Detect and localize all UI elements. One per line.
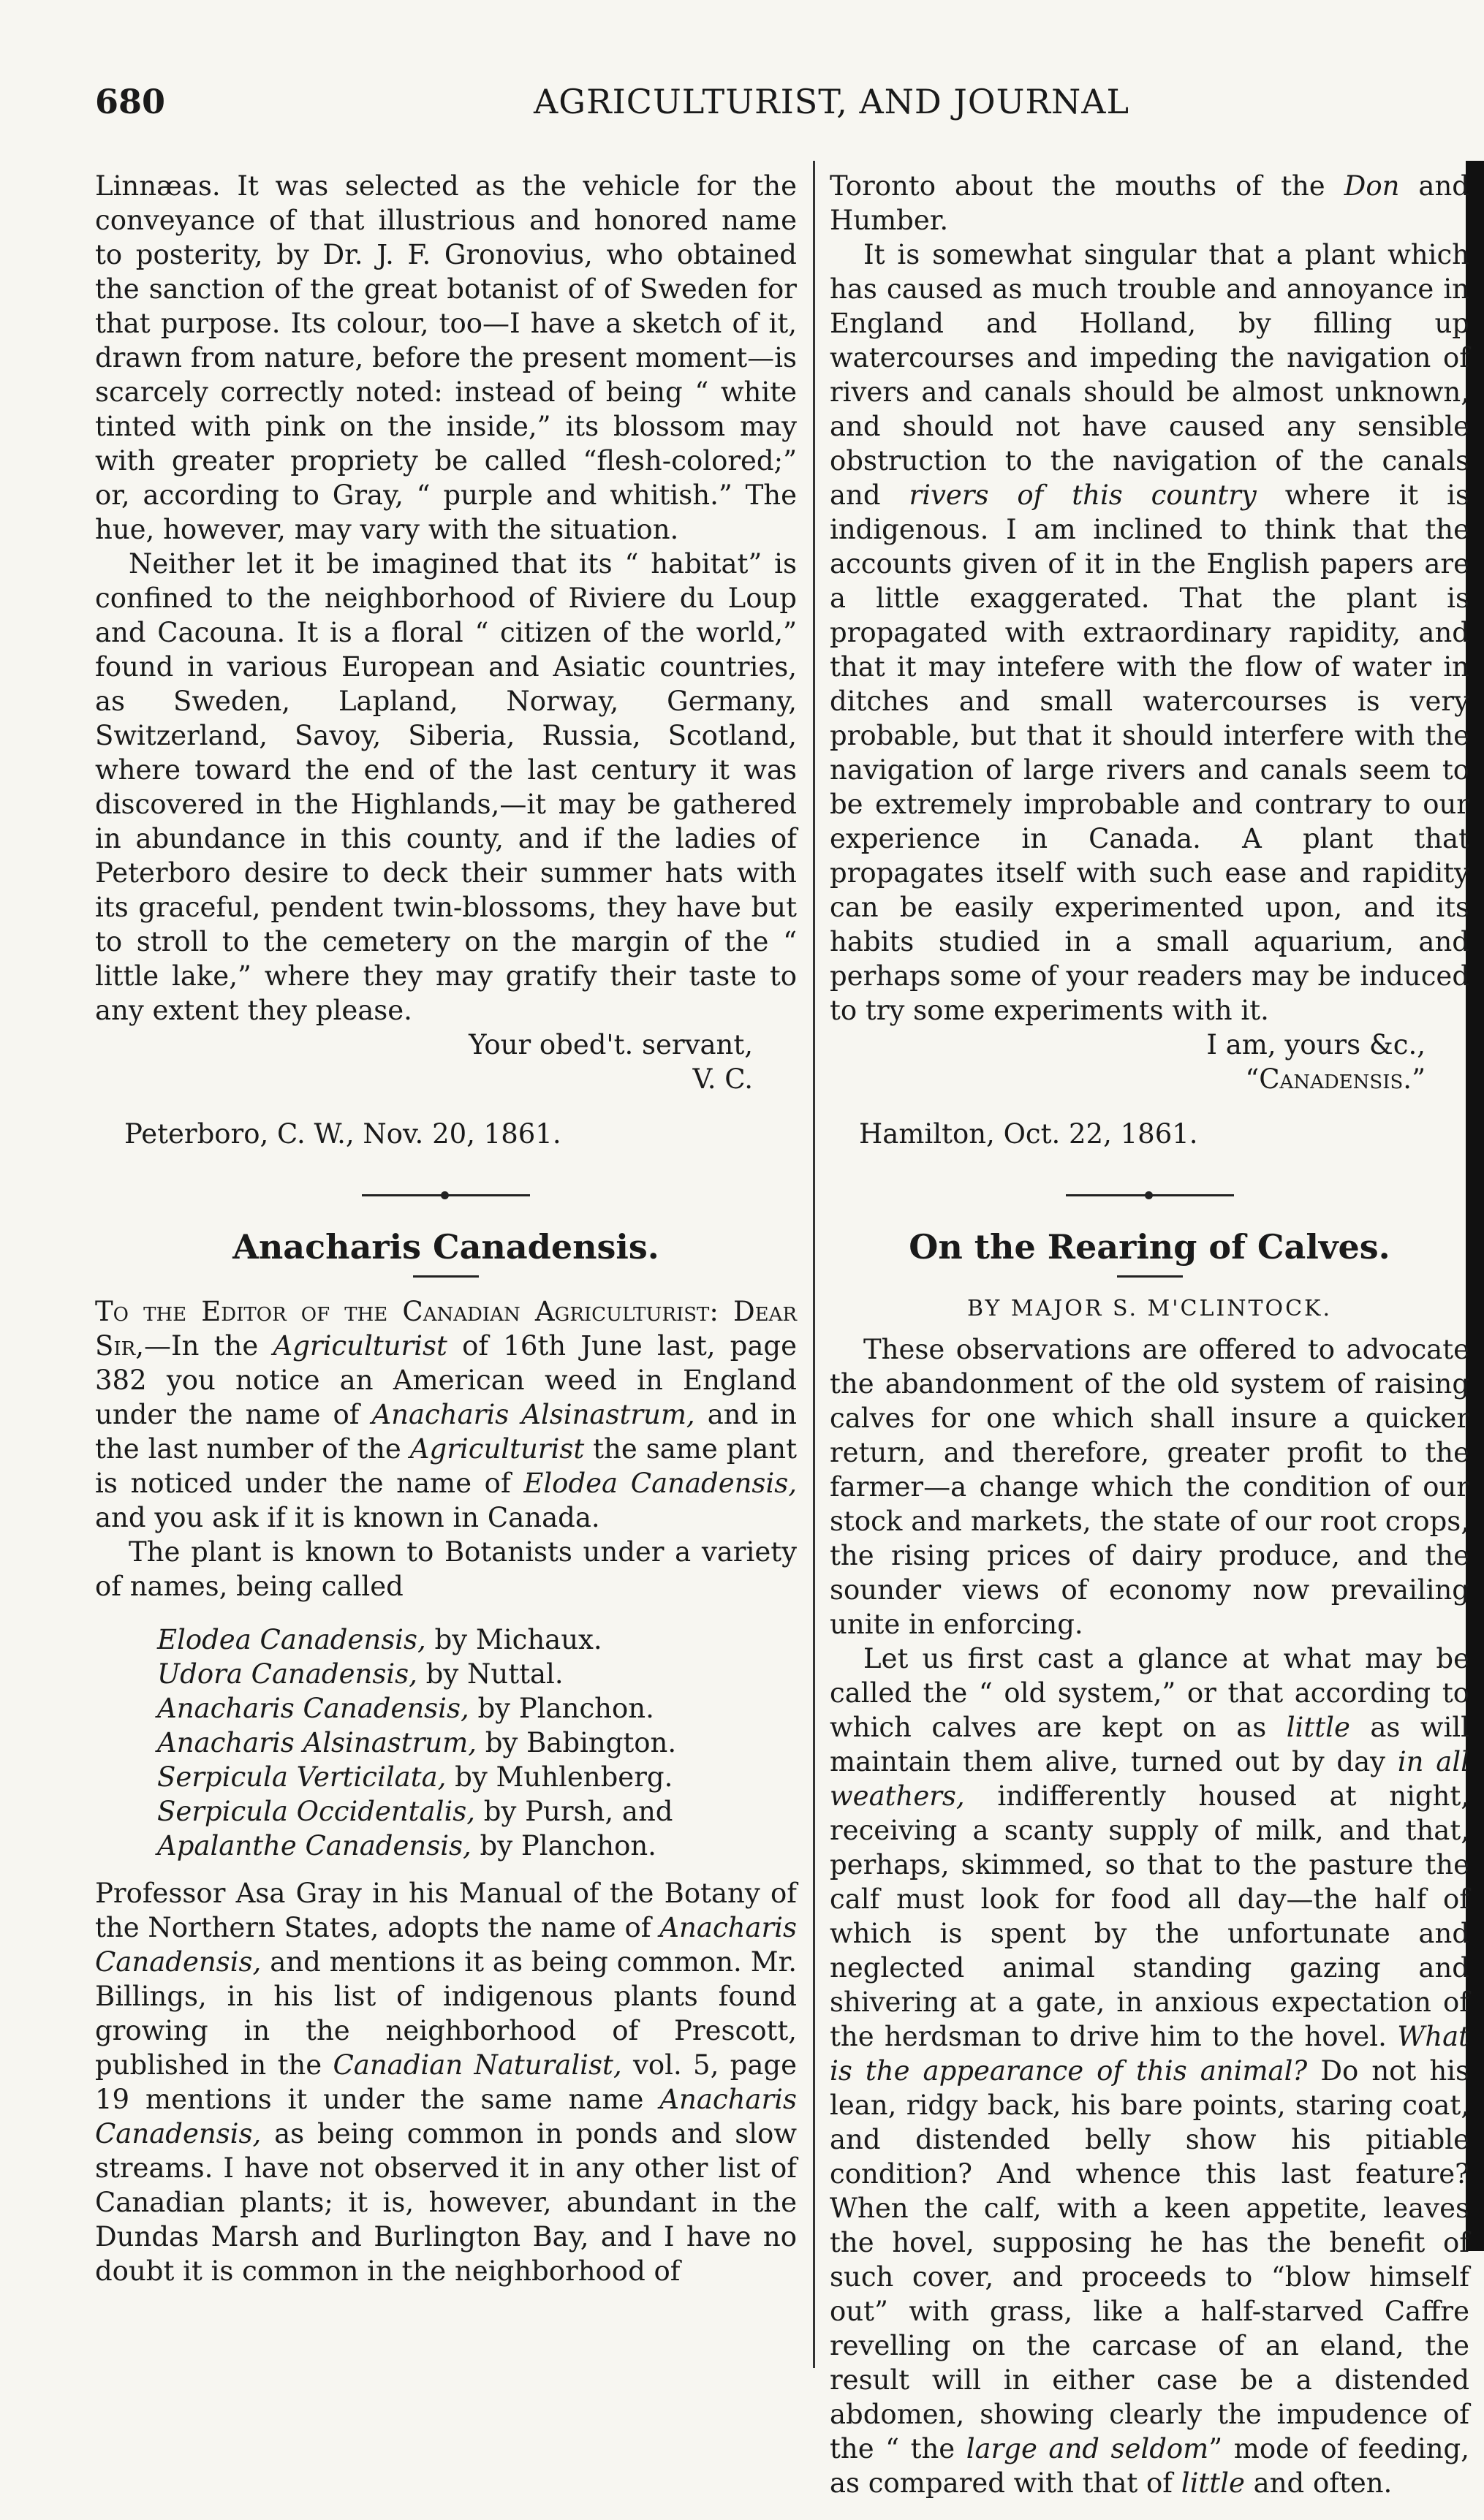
section-divider <box>1066 1194 1234 1196</box>
paragraph: Toronto about the mouths of the Don and Humber. <box>830 170 1469 236</box>
closing: Your obed't. servant, <box>469 1028 753 1060</box>
byline: BY MAJOR S. M'CLINTOCK. <box>967 1295 1332 1321</box>
article-heading: Anacharis Canadensis. <box>232 1226 659 1267</box>
list-item: Serpicula Verticilata, by Muhlenberg. <box>157 1761 673 1793</box>
left-column <box>95 170 797 2289</box>
signature: “Canadensis.” <box>1245 1063 1426 1095</box>
running-head: AGRICULTURIST, AND JOURNAL <box>534 82 1130 121</box>
list-item: Serpicula Occidentalis, by Pursh, and <box>157 1795 673 1827</box>
dateline: Peterboro, C. W., Nov. 20, 1861. <box>124 1117 561 1150</box>
list-item: Elodea Canadensis, by Michaux. <box>157 1623 602 1655</box>
paragraph: It is somewhat singular that a plant which has caused as much trouble and annoyance in England and Holland, by filling up watercourses and impeding the navigation of rivers and canals should be almost unknown, and should not have caused any sensible obstruction to the navigation of the canals and rivers of this country where it is indigenous. I am inclined to think that the accounts given of it in the English papers are a little exaggerated. That the plant is propagated with extraordinary rapidity, and that it may intefere with the flow of water in ditches and small watercourses is very probable, but that it should interfere with the navigation of large rivers and canals seem to be extremely improbable and contrary to our experience in Canada. A plant that propagates itself with such ease and rapidity can be easily experimented upon, and its habits studied in a small aquarium, and perhaps some of your readers may be induced to try some experiments with it. <box>830 238 1469 1026</box>
greeting: Dear Sir, <box>95 1295 798 1362</box>
paragraph: Let us first cast a glance at what may be called the “ old system,” or that according to which calves are kept on as little as will maintain them alive, turned out by day in all weathers, indifferently housed at night, receiving a scanty supply of milk, and that, perhaps, skimmed, so that to the pasture the calf must look for food all day—the half of which is spent by the unfortunate and neglected animal standing gazing and shivering at a gate, in anxious expectation of the herdsman to drive him to the hovel. What is the appearance of this animal? Do not his lean, ridgy back, his bare points, staring coat, and distended belly show his pitiable condition? And whence this last feature? When the calf, with a keen appetite, leaves the hovel, supposing he has the benefit of such cover, and proceeds to “blow himself out” with grass, like a half-starved Caffre revelling on the carcase of an eland, the result will in either case be a distended abdomen, showing clearly the impudence of the “ the large and seldom” mode of feeding, as compared with that of little and often. <box>830 1642 1469 2499</box>
list-item: Anacharis Canadensis, by Planchon. <box>157 1692 654 1724</box>
list-item: Anacharis Alsinastrum, by Babington. <box>157 1726 677 1758</box>
list-item: Udora Canadensis, by Nuttal. <box>157 1658 564 1690</box>
article-heading: On the Rearing of Calves. <box>909 1226 1390 1267</box>
list-item: Apalanthe Canadensis, by Planchon. <box>157 1829 656 1861</box>
closing: I am, yours &c., <box>1206 1028 1426 1060</box>
paragraph: Professor Asa Gray in his Manual of the Botany of the Northern States, adopts the name of Anacharis Canadensis, and mentions it as being common. Mr. Billings, in his list of indigenous plants found growing in the neighborhood of Prescott, published in the Canadian Naturalist, vol. 5, page 19 mentions it under the same name Anacharis Canadensis, as being common in ponds and slow streams. I have not observed it in any other list of Canadian plants; it is, however, abundant in the Dundas Marsh and Burlington Bay, and I have no doubt it is common in the neighborhood of <box>95 1877 797 2287</box>
heading-rule <box>1117 1275 1183 1278</box>
letter-opening: To the Editor of the Canadian Agriculturist: Dear Sir,—In the Agriculturist of 16th June last, page 382 you notice an American weed in England under the name of Anacharis Alsinastrum, and in the last number of the Agriculturist the same plant is noticed under the name of Elodea Canadensis, and you ask if it is known in Canada. <box>95 1295 798 1533</box>
salutation: To the Editor of the Canadian Agriculturist: <box>95 1295 719 1327</box>
paragraph: Neither let it be imagined that its “ habitat” is confined to the neighborhood of Riviere du Loup and Cacouna. It is a floral “ citizen of the world,” found in various European and Asiatic countries, as Sweden, Lapland, Norway, Germany, Switzerland, Savoy, Siberia, Russia, Scotland, where toward the end of the last century it was discovered in the Highlands,—it may be gathered in abundance in this county, and if the ladies of Peterboro desire to deck their summer hats with its graceful, pendent twin-blossoms, they have but to stroll to the cemetery on the margin of the “ little lake,” where they may gratify their taste to any extent they please. <box>95 547 797 1026</box>
paragraph: Linnæas. It was selected as the vehicle for the conveyance of that illustrious and honored name to posterity, by Dr. J. F. Gronovius, who obtained the sanction of the great botanist of of Sweden for that purpose. Its colour, too—I have a sketch of it, drawn from nature, before the present moment—is scarcely correctly noted: instead of being “ white tinted with pink on the inside,” its blossom may with greater propriety be called “flesh-colored;” or, according to Gray, “ purple and whitish.” The hue, however, may vary with the situation. <box>95 170 797 545</box>
dateline: Hamilton, Oct. 22, 1861. <box>859 1117 1198 1150</box>
paragraph: The plant is known to Botanists under a variety of names, being called <box>95 1536 797 1602</box>
column-divider <box>813 161 815 2368</box>
signature: V. C. <box>692 1063 753 1095</box>
plant-names-list <box>95 1623 797 1864</box>
section-divider <box>362 1194 530 1196</box>
page-header <box>95 82 1469 140</box>
right-column <box>830 170 1469 2501</box>
paragraph: These observations are offered to advocate the abandonment of the old system of raising calves for one which shall insure a quicker return, and therefore, greater profit to the farmer—a change which the condition of our stock and markets, the state of our root crops, the rising prices of dairy produce, and the sounder views of economy now prevailing unite in enforcing. <box>830 1334 1469 1640</box>
heading-rule <box>413 1275 479 1278</box>
page-number: 680 <box>95 82 166 121</box>
